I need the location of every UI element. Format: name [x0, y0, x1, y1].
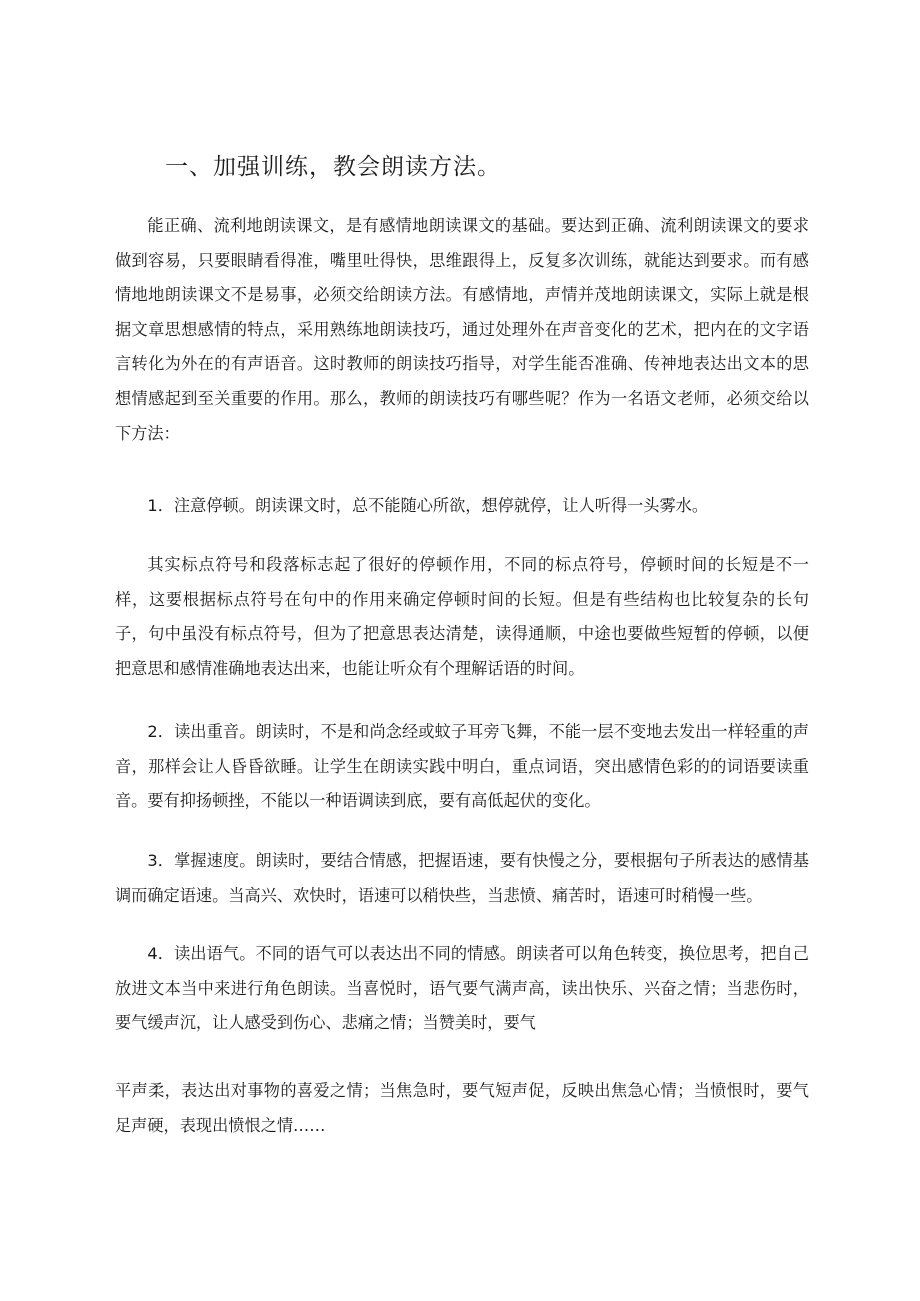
- paragraph-speed: 3．掌握速度。朗读时，要结合情感，把握语速，要有快慢之分，要根据句子所表达的感情基调而确定语速。当高兴、欢快时，语速可以稍快些，当悲愤、痛苦时，语速可时稍慢一些。: [115, 851, 809, 905]
- paragraph-stress: 2．读出重音。朗读时，不是和尚念经或蚊子耳旁飞舞，不能一层不变地去发出一样轻重的声音，那样会让人昏昏欲睡。让学生在朗读实践中明白，重点词语，突出感情色彩的的词语要读重音。要有抑扬顿挫，不能以一种语调读到底，要有高低起伏的变化。: [115, 722, 809, 811]
- paragraph-tone: 4．读出语气。不同的语气可以表达出不同的情感。朗读者可以角色转变，换位思考，把自己放进文本当中来进行角色朗读。当喜悦时，语气要气满声高，读出快乐、兴奋之情；当悲伤时，要气缓声沉，让人感受到伤心、悲痛之情；当赞美时，要气: [115, 944, 809, 1033]
- paragraph-tone-continued: 平声柔，表达出对事物的喜爱之情；当焦急时，要气短声促，反映出焦急心情；当愤恨时，要气足声硬，表现出愤恨之情……: [115, 1081, 809, 1135]
- paragraph-pause-title: 1．注意停顿。朗读课文时，总不能随心所欲，想停就停，让人听得一头雾水。: [147, 496, 709, 515]
- paragraph-intro: 能正确、流利地朗读课文，是有感情地朗读课文的基础。要达到正确、流利朗读课文的要求做到容易，只要眼睛看得准，嘴里吐得快，思维跟得上，反复多次训练，就能达到要求。而有感情地地朗读课文不是易事，必须交给朗读方法。有感情地，声情并茂地朗读课文，实际上就是根据文章思想感情的特点，采用熟练地朗读技巧，通过处理外在声音变化的艺术，把内在的文字语言转化为外在的有声语音。这时教师的朗读技巧指导，对学生能否准确、传神地表达出文本的思想情感起到至关重要的作用。那么，教师的朗读技巧有哪些呢？作为一名语文老师，必须交给以下方法：: [115, 216, 809, 443]
- section-heading: 一、加强训练，教会朗读方法。: [165, 154, 501, 180]
- paragraph-pause-body: 其实标点符号和段落标志起了很好的停顿作用，不同的标点符号，停顿时间的长短是不一样，这要根据标点符号在句中的作用来确定停顿时间的长短。但是有些结构也比较复杂的长句子，句中虽没有标点符号，但为了把意思表达清楚，读得通顺，中途也要做些短暂的停顿，以便把意思和感情准确地表达出来，也能让听众有个理解话语的时间。: [115, 555, 809, 678]
